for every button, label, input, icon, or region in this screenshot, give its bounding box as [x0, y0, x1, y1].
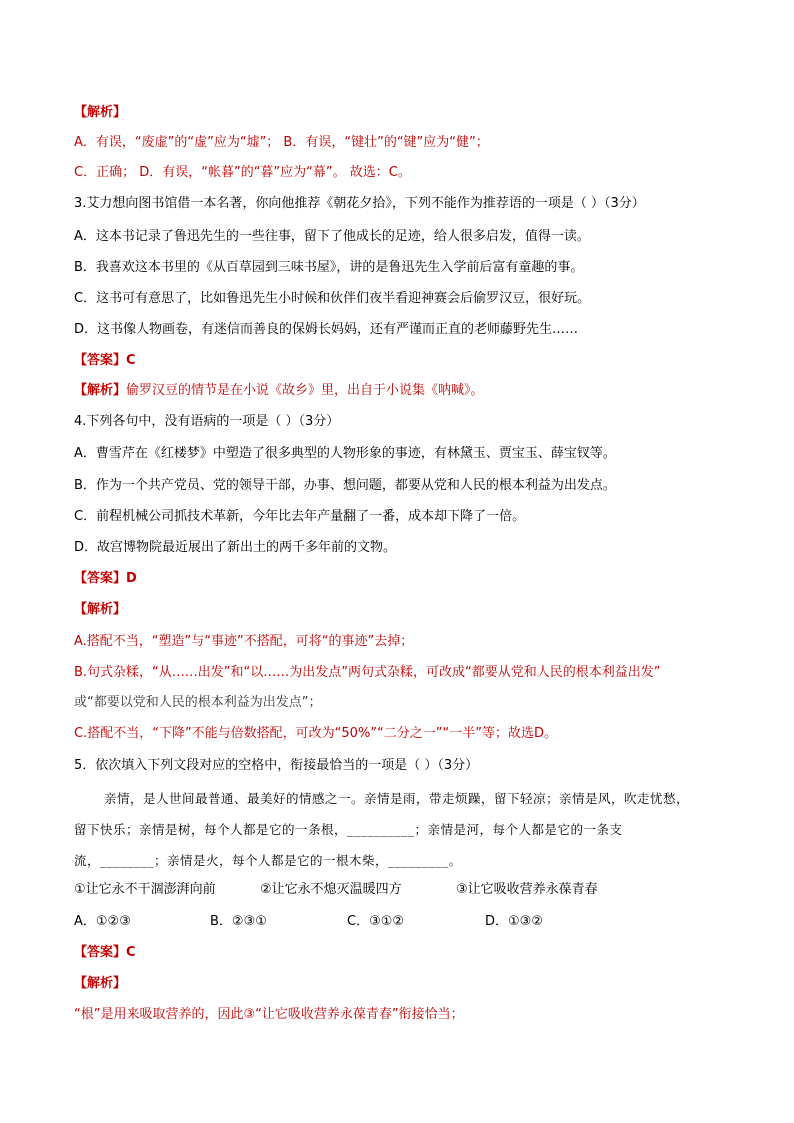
answer-label: 【答案】C: [74, 353, 136, 368]
analysis-label: 【解析】: [74, 383, 127, 398]
option-d: D．①③②: [485, 914, 543, 929]
option-b: B．我喜欢这本书里的《从百草园到三味书屋》，讲的是鲁迅先生入学前后富有童趣的事。: [74, 260, 584, 275]
analysis-line: C.搭配不当，“下降”不能与倍数搭配，可改为“50%”“二分之一”“一半”等；故选D。: [74, 726, 557, 741]
choice-3: ③让它吸收营养永葆青春: [456, 882, 598, 897]
analysis-line: A.搭配不当，“塑造”与“事迹”不搭配，可将“的事迹”去掉；: [74, 634, 414, 649]
option-c: C．前程机械公司抓技术革新，今年比去年产量翻了一番，成本却下降了一倍。: [74, 509, 526, 524]
option-a: A．曹雪芹在《红楼梦》中塑造了很多典型的人物形象的事迹，有林黛玉、贾宝玉、薛宝钗等。: [74, 446, 616, 461]
option-d: D．这书像人物画卷，有迷信而善良的保姆长妈妈，还有严谨而正直的老师藤野先生……: [74, 322, 579, 337]
option-c: C．这书可有意思了，比如鲁迅先生小时候和伙伴们夜半看迎神赛会后偷罗汉豆，很好玩。: [74, 291, 591, 306]
option-c: C．③①②: [347, 914, 405, 929]
option-a: A．①②③: [74, 914, 131, 929]
analysis-line: C．正确； D．有误，“帐暮”的“暮”应为“幕”。 故选：C。: [74, 165, 411, 180]
option-b: B．作为一个共产党员、党的领导干部，办事、想问题，都要从党和人民的根本利益为出发点。: [74, 478, 616, 493]
analysis-line: 或“都要以党和人民的根本利益为出发点”；: [74, 695, 322, 710]
passage-line: 留下快乐；亲情是树，每个人都是它的一条根，__________；亲情是河，每个人都是它的一条支: [74, 822, 623, 837]
analysis-line: B.句式杂糅，“从……出发”和“以……为出发点”两句式杂糅，可改成“都要从党和人民的根本利益出发”: [74, 665, 661, 680]
option-d: D．故宫博物院最近展出了新出土的两千多年前的文物。: [74, 540, 397, 555]
question-stem: 3.艾力想向图书馆借一本名著，你向他推荐《朝花夕拾》，下列不能作为推荐语的一项是（ ）（3分）: [74, 196, 645, 211]
answer-label: 【答案】D: [74, 571, 137, 586]
question-stem: 5．依次填入下列文段对应的空格中，衔接最恰当的一项是（ ）（3分）: [74, 758, 479, 773]
analysis-line: A．有误，“废虚”的“虚”应为“墟”； B．有误，“键壮”的“键”应为“健”；: [74, 135, 489, 150]
analysis-label: 【解析】: [74, 105, 127, 120]
analysis-text: 偷罗汉豆的情节是在小说《故乡》里，出自于小说集《呐喊》。: [126, 383, 484, 398]
option-a: A．这本书记录了鲁迅先生的一些往事，留下了他成长的足迹，给人很多启发，值得一读。: [74, 229, 590, 244]
option-b: B．②③①: [210, 914, 267, 929]
analysis-line: “根”是用来吸取营养的，因此③“让它吸收营养永葆青春”衔接恰当；: [74, 1007, 464, 1022]
passage-line: 流，________；亲情是火，每个人都是它的一根木柴，_________。: [74, 853, 462, 868]
question-stem: 4.下列各句中，没有语病的一项是（ ）（3分）: [74, 414, 340, 429]
choice-1: ①让它永不干涸澎湃向前: [74, 882, 216, 897]
analysis-line: [74, 382, 484, 400]
choice-2: ②让它永不熄灭温暖四方: [260, 882, 402, 897]
analysis-label: 【解析】: [74, 976, 127, 991]
analysis-label: 【解析】: [74, 602, 127, 617]
passage-line: 亲情，是人世间最普通、最美好的情感之一。亲情是雨，带走烦躁，留下轻凉；亲情是风，吹走忧愁，: [104, 791, 690, 806]
answer-label: 【答案】C: [74, 945, 136, 960]
